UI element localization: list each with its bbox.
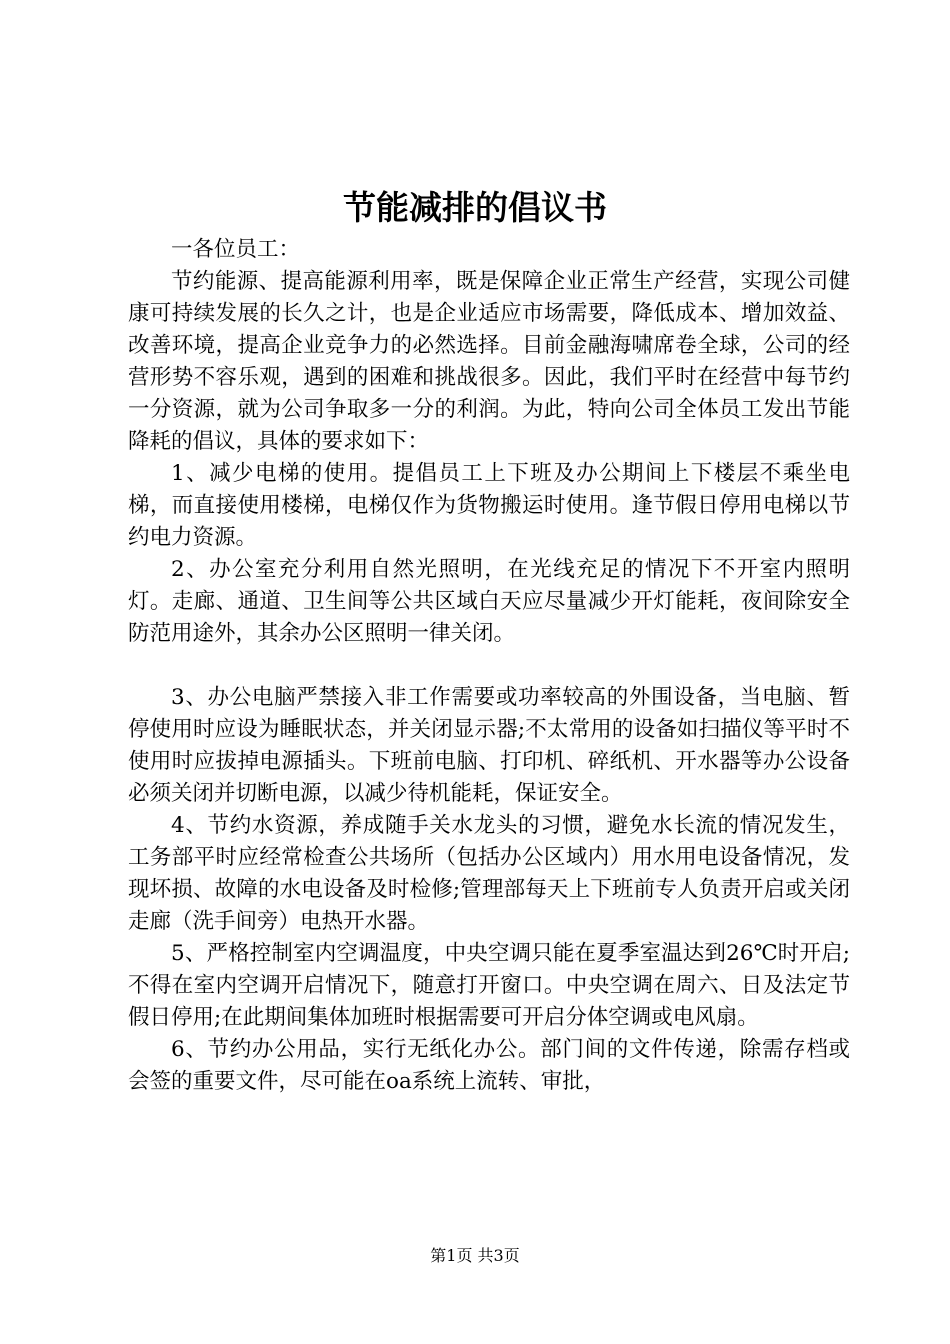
page-footer: 第1页 共3页 bbox=[430, 1246, 520, 1265]
item-paragraph-6: 6、节约办公用品，实行无纸化办公。部门间的文件传递，除需存档或会签的重要文件，尽可能在oa系统上流转、审批， bbox=[128, 1037, 850, 1094]
document-body bbox=[128, 234, 850, 1098]
item-paragraph-2: 2、办公室充分利用自然光照明，在光线充足的情况下不开室内照明灯。走廊、通道、卫生间等公共区域白天应尽量减少开灯能耗，夜间除安全防范用途外，其余办公区照明一律关闭。 bbox=[128, 557, 850, 646]
document-title: 节能减排的倡议书 bbox=[343, 188, 607, 227]
greeting: 一各位员工： bbox=[171, 237, 301, 262]
item-paragraph-4: 4、节约水资源，养成随手关水龙头的习惯，避免水长流的情况发生，工务部平时应经常检查公共场所（包括办公区域内）用水用电设备情况，发现坏损、故障的水电设备及时检修;管理部每天上下班前专人负责开启或关闭走廊（洗手间旁）电热开水器。 bbox=[128, 813, 850, 934]
intro-paragraph: 节约能源、提高能源利用率，既是保障企业正常生产经营，实现公司健康可持续发展的长久之计，也是企业适应市场需要，降低成本、增加效益、改善环境，提高企业竞争力的必然选择。目前金融海啸席卷全球，公司的经营形势不容乐观，遇到的困难和挑战很多。因此，我们平时在经营中每节约一分资源，就为公司争取多一分的利润。为此，特向公司全体员工发出节能降耗的倡议，具体的要求如下： bbox=[128, 269, 850, 454]
item-paragraph-5: 5、严格控制室内空调温度，中央空调只能在夏季室温达到26℃时开启;不得在室内空调开启情况下，随意打开窗口。中央空调在周六、日及法定节假日停用;在此期间集体加班时根据需要可开启分体空调或电风扇。 bbox=[128, 941, 850, 1030]
item-paragraph-1: 1、减少电梯的使用。提倡员工上下班及办公期间上下楼层不乘坐电梯，而直接使用楼梯，电梯仅作为货物搬运时使用。逢节假日停用电梯以节约电力资源。 bbox=[128, 461, 850, 550]
item-paragraph-3: 3、办公电脑严禁接入非工作需要或功率较高的外围设备，当电脑、暂停使用时应设为睡眠状态，并关闭显示器;不太常用的设备如扫描仪等平时不使用时应拔掉电源插头。下班前电脑、打印机、碎纸机、开水器等办公设备必须关闭并切断电源，以减少待机能耗，保证安全。 bbox=[128, 685, 850, 806]
